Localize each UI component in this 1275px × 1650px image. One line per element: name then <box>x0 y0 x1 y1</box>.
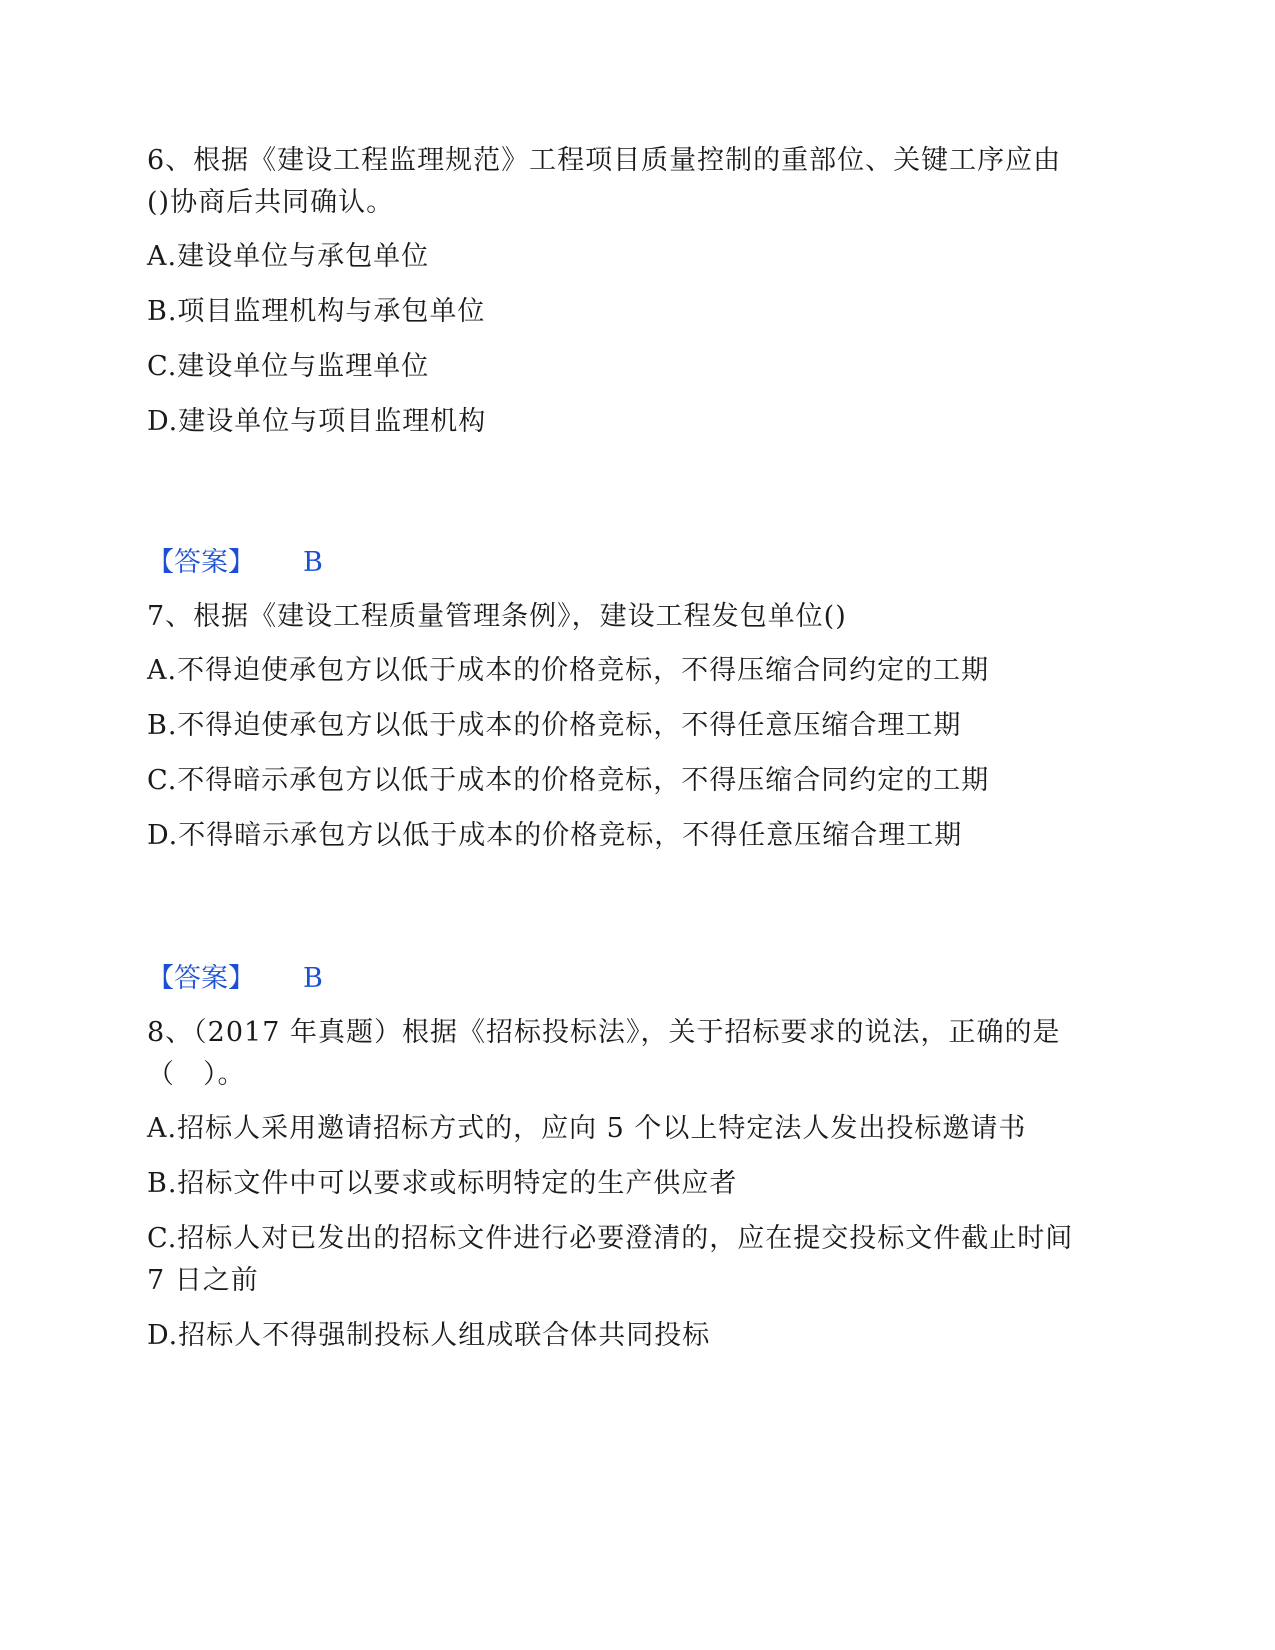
answer-line <box>147 958 323 1000</box>
option-b: B.项目监理机构与承包单位 <box>147 296 486 327</box>
option-c-line-2: 7 日之前 <box>147 1265 259 1296</box>
question-stem <box>147 1012 1107 1096</box>
option-d: D.不得暗示承包方以低于成本的价格竞标，不得任意压缩合理工期 <box>147 820 963 851</box>
option-b: B.不得迫使承包方以低于成本的价格竞标，不得任意压缩合理工期 <box>147 710 962 741</box>
question-stem-line-2: ()协商后共同确认。 <box>147 187 395 218</box>
question-stem-line-1: 6、根据《建设工程监理规范》工程项目质量控制的重部位、关键工序应由 <box>147 145 1062 176</box>
question-stem <box>147 140 1107 224</box>
answer-value: B <box>303 963 323 994</box>
option-c-line-1: C.招标人对已发出的招标文件进行必要澄清的，应在提交投标文件截止时间 <box>147 1223 1074 1254</box>
option-c <box>147 1218 1107 1302</box>
question-stem-line-1: 8、（2017 年真题）根据《招标投标法》，关于招标要求的说法，正确的是 <box>147 1017 1061 1048</box>
option-c: C.不得暗示承包方以低于成本的价格竞标，不得压缩合同约定的工期 <box>147 765 990 796</box>
option-d: D.招标人不得强制投标人组成联合体共同投标 <box>147 1320 711 1351</box>
question-stem-line-2: （ ）。 <box>147 1059 246 1090</box>
question-8 <box>147 1012 1107 1370</box>
question-stem: 7、根据《建设工程质量管理条例》，建设工程发包单位() <box>147 601 847 632</box>
option-a: A.不得迫使承包方以低于成本的价格竞标，不得压缩合同约定的工期 <box>147 655 990 686</box>
option-a: A.建设单位与承包单位 <box>147 241 430 272</box>
option-c: C.建设单位与监理单位 <box>147 351 430 382</box>
answer-label: 【答案】 <box>147 963 255 994</box>
option-a: A.招标人采用邀请招标方式的，应向 5 个以上特定法人发出投标邀请书 <box>147 1113 1027 1144</box>
answer-label: 【答案】 <box>147 547 255 578</box>
answer-value: B <box>303 547 323 578</box>
answer-line <box>147 542 323 584</box>
question-7 <box>147 596 1107 870</box>
question-6 <box>147 140 1107 456</box>
option-d: D.建设单位与项目监理机构 <box>147 406 487 437</box>
option-b: B.招标文件中可以要求或标明特定的生产供应者 <box>147 1168 738 1199</box>
